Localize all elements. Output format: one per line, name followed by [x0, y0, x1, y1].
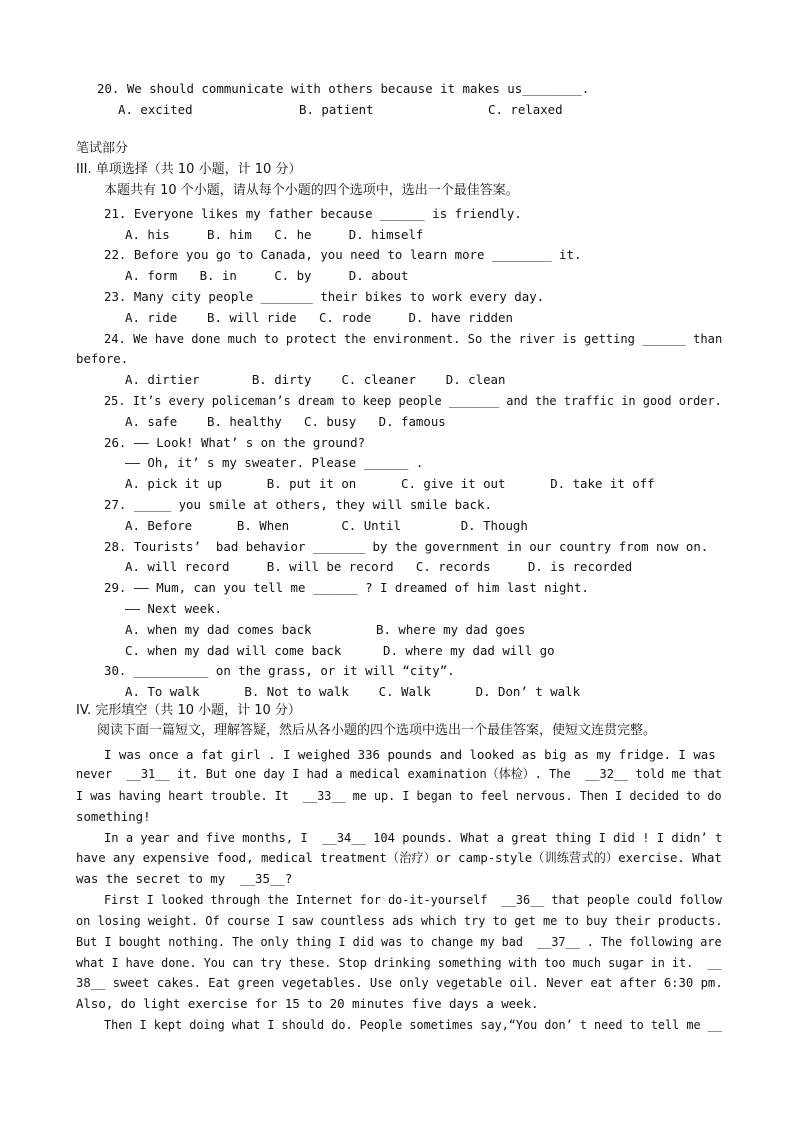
options-24: A. dirtier B. dirty C. cleaner D. clean: [125, 372, 506, 387]
question-22: 22. Before you go to Canada, you need to learn more ________ it.: [104, 247, 582, 262]
section-iv-heading: IV. 完形填空（共 10 小题，计 10 分）: [76, 703, 301, 718]
section-iv-instructions: 阅读下面一篇短文，理解答疑，然后从各小题的四个选项中选出一个最佳答案，使短文连贯完整。: [97, 723, 657, 738]
question-21: 21. Everyone likes my father because ______ is friendly.: [104, 206, 522, 221]
passage-line: have any expensive food, medical treatment（治疗）or camp-style（训练营式的）exercise. What: [76, 850, 722, 865]
option-29c: C. when my dad will come back: [125, 643, 342, 658]
options-27: A. Before B. When C. Until D. Though: [125, 518, 528, 533]
question-29-reply: —— Next week.: [125, 601, 222, 616]
passage-line: was the secret to my __35__?: [76, 871, 293, 886]
options-25: A. safe B. healthy C. busy D. famous: [125, 414, 446, 429]
options-22: A. form B. in C. by D. about: [125, 268, 409, 283]
passage-line: I was once a fat girl . I weighed 336 pounds and looked as big as my fridge. I was: [104, 747, 716, 762]
section-iii-instructions: 本题共有 10 个小题，请从每个小题的四个选项中，选出一个最佳答案。: [104, 183, 519, 198]
written-part-heading: 笔试部分: [76, 141, 129, 156]
passage-line: But I bought nothing. The only thing I did was to change my bad __37__ . The following are: [76, 934, 722, 949]
options-23: A. ride B. will ride C. rode D. have ridden: [125, 310, 513, 325]
option-29b: B. where my dad goes: [376, 622, 526, 637]
passage-line: never __31__ it. But one day I had a medical examination（体检）. The __32__ told me that: [76, 766, 722, 781]
question-26-reply: —— Oh, it’ s my sweater. Please ______ .: [125, 455, 424, 470]
question-24: 24. We have done much to protect the environment. So the river is getting ______ than: [104, 331, 723, 346]
passage-line: 38__ sweet cakes. Eat green vegetables. Use only vegetable oil. Never eat after 6:30 pm.: [76, 975, 723, 990]
question-26: 26. —— Look! What’ s on the ground?: [104, 435, 366, 450]
passage-line: something!: [76, 809, 151, 824]
question-27: 27. _____ you smile at others, they will smile back.: [104, 497, 492, 512]
option-20b: B. patient: [299, 102, 374, 117]
passage-line: I was having heart trouble. It __33__ me up. I began to feel nervous. Then I decided to do: [76, 788, 722, 803]
options-21: A. his B. him C. he D. himself: [125, 227, 424, 242]
option-29d: D. where my dad will go: [383, 643, 555, 658]
option-20c: C. relaxed: [488, 102, 563, 117]
question-28: 28. Tourists’ bad behavior _______ by the government in our country from now on.: [104, 539, 709, 554]
option-29a: A. when my dad comes back: [125, 622, 312, 637]
options-28: A. will record B. will be record C. records D. is recorded: [125, 559, 633, 574]
question-24-cont: before.: [76, 351, 129, 366]
options-30: A. To walk B. Not to walk C. Walk D. Don’ t walk: [125, 684, 581, 699]
options-26: A. pick it up B. put it on C. give it out D. take it off: [125, 476, 655, 491]
question-30: 30. __________ on the grass, or it will “city”.: [104, 663, 455, 678]
passage-line: In a year and five months, I __34__ 104 pounds. What a great thing I did ! I didn’ t: [104, 830, 723, 845]
passage-line: on losing weight. Of course I saw countless ads which try to get me to buy their products.: [76, 913, 723, 928]
option-20a: A. excited: [118, 102, 193, 117]
passage-line: Also, do light exercise for 15 to 20 minutes five days a week.: [76, 996, 539, 1011]
passage-line: what I have done. You can try these. Stop drinking something with too much sugar in it. __: [76, 955, 722, 970]
passage-line: Then I kept doing what I should do. People sometimes say,“You don’ t need to tell me __: [104, 1017, 722, 1032]
question-29: 29. —— Mum, can you tell me ______ ? I dreamed of him last night.: [104, 580, 589, 595]
question-23: 23. Many city people _______ their bikes to work every day.: [104, 289, 545, 304]
passage-line: First I looked through the Internet for do-it-yourself __36__ that people could follow: [104, 892, 722, 907]
section-iii-heading: III. 单项选择（共 10 小题，计 10 分）: [76, 162, 302, 177]
question-20: 20. We should communicate with others because it makes us________.: [97, 81, 590, 96]
question-25: 25. It’s every policeman’s dream to keep people _______ and the traffic in good order.: [104, 393, 722, 408]
